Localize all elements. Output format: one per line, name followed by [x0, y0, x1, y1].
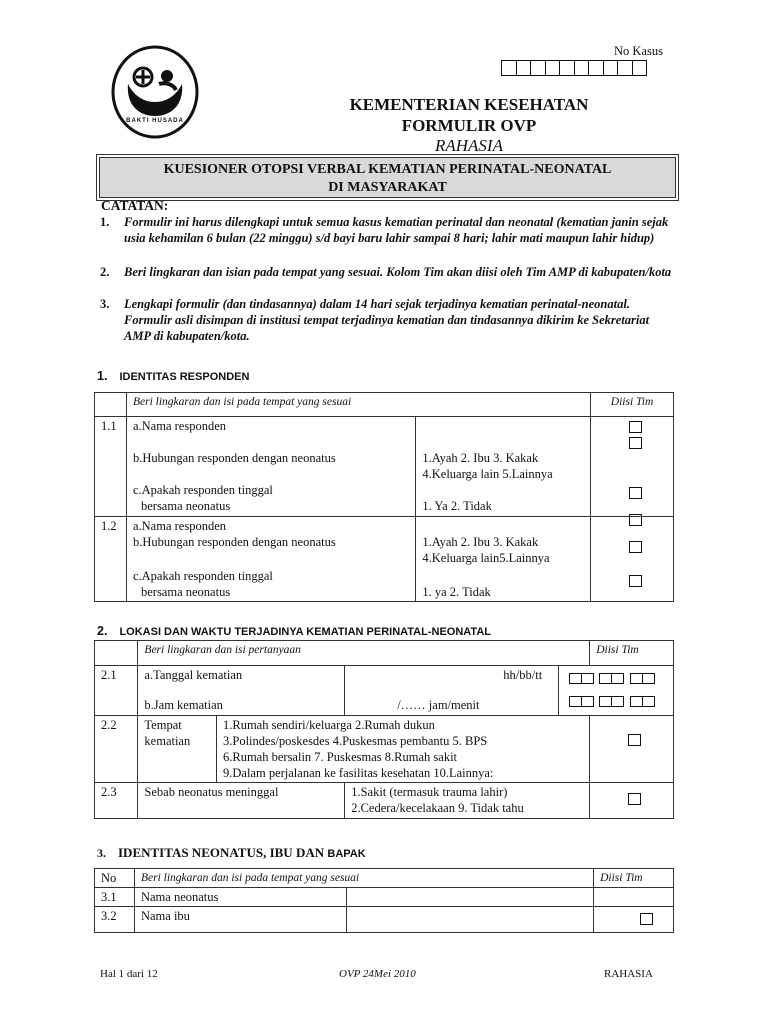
- question-b: b.Hubungan responden dengan neonatus: [132, 451, 336, 465]
- team-cell: [594, 888, 674, 907]
- row-number: 3.2: [95, 907, 135, 933]
- no-column-header: No: [95, 869, 135, 888]
- place-option[interactable]: 9.Dalam perjalanan ke fasilitas kesehatan 10.Lainnya:: [223, 766, 494, 780]
- neonate-identity-table: [94, 868, 674, 933]
- place-option[interactable]: 3.Polindes/poskesdes 4.Puskesmas pembantu 5. BPS: [223, 734, 488, 748]
- questionnaire-title-line2: DI MASYARAKAT: [328, 180, 447, 195]
- time-format[interactable]: /…… jam/menit: [397, 698, 480, 712]
- question-c: c.Apakah responden tinggal: [132, 569, 273, 583]
- answer-b-options[interactable]: 4.Keluarga lain5.Lainnya: [422, 551, 550, 565]
- question-place: Tempat: [144, 718, 182, 732]
- questionnaire-title-box: [96, 154, 679, 201]
- note-number: 3.: [100, 297, 110, 311]
- date-format: hh/bb/tt: [503, 668, 543, 682]
- footer-version: OVP 24Mei 2010: [339, 968, 416, 980]
- date-time-boxes: [559, 666, 674, 716]
- team-column-header: Diisi Tim: [590, 641, 674, 666]
- team-checkbox[interactable]: [628, 734, 641, 746]
- team-checkbox[interactable]: [640, 913, 653, 925]
- question-cause: Sebab neonatus meninggal: [138, 783, 345, 819]
- question-c-cont: bersama neonatus: [140, 585, 231, 599]
- row-number: 1.2: [95, 517, 127, 602]
- answer-cell: [416, 417, 591, 517]
- section-title: LOKASI DAN WAKTU TERJADINYA KEMATIAN PERINATAL-NEONATAL: [119, 626, 491, 638]
- row-number: 2.2: [95, 716, 138, 783]
- answer-cell: [345, 666, 559, 716]
- note-number: 2.: [100, 265, 110, 279]
- field-value[interactable]: [346, 888, 593, 907]
- note-text: Beri lingkaran dan isian pada tempat yang sesuai. Kolom Tim akan diisi oleh Tim AMP di kabupaten/kota: [124, 265, 672, 279]
- question-cell: [126, 517, 415, 602]
- row-number: 2.1: [95, 666, 138, 716]
- table-instruction: Beri lingkaran dan isi pertanyaan: [138, 641, 590, 666]
- answer-b-options[interactable]: 1.Ayah 2. Ibu 3. Kakak: [422, 535, 539, 549]
- team-checkbox-cell: [591, 417, 674, 517]
- team-checkbox-cell: [590, 716, 674, 783]
- team-column-header: Diisi Tim: [591, 393, 674, 417]
- team-checkbox[interactable]: [628, 793, 641, 805]
- section-title: IDENTITAS NEONATUS, IBU DAN: [118, 845, 325, 860]
- footer-classification: RAHASIA: [604, 968, 653, 980]
- answer-cell: [217, 716, 590, 783]
- team-checkbox[interactable]: [629, 421, 642, 433]
- team-checkbox-cell: [591, 517, 674, 602]
- cause-option[interactable]: 2.Cedera/kecelakaan 9. Tidak tahu: [351, 801, 524, 815]
- answer-b-options[interactable]: 1.Ayah 2. Ibu 3. Kakak: [422, 451, 539, 465]
- location-time-table: [94, 640, 674, 819]
- row-number: 2.3: [95, 783, 138, 819]
- question-cell: [138, 716, 217, 783]
- form-title: FORMULIR OVP: [401, 116, 537, 135]
- note-number: 1.: [100, 215, 110, 229]
- note-text: Formulir ini harus dilengkapi untuk semua kasus kematian perinatal dan neonatal (kematian janin sejak usia kehamilan 6 bulan (22 minggu) s/d bayi baru lahir sampai 8 hari; lahir mati maupun lahir hidup): [124, 215, 669, 245]
- row-number: 1.1: [95, 417, 127, 517]
- note-item: [100, 296, 678, 344]
- notes-heading: CATATAN:: [101, 198, 169, 213]
- date-box[interactable]: [599, 672, 623, 688]
- row-number: 3.1: [95, 888, 135, 907]
- section-number: 1.: [97, 369, 108, 383]
- field-label: Nama neonatus: [134, 888, 346, 907]
- note-text: Lengkapi formulir (dan tindasannya) dalam 14 hari sejak terjadinya kematian perinatal-neonatal. Formulir asli disimpan di institusi tempat terjadinya kematian dan tindasannya dikirim ke Sekretariat AMP di kabupaten/kota.: [124, 297, 650, 343]
- team-checkbox[interactable]: [629, 437, 642, 449]
- empty-cell: [95, 393, 127, 417]
- team-checkbox[interactable]: [629, 514, 642, 526]
- team-checkbox[interactable]: [629, 541, 642, 553]
- field-label: Nama ibu: [134, 907, 346, 933]
- time-box[interactable]: [630, 695, 654, 711]
- table-instruction: Beri lingkaran dan isi pada tempat yang sesuai: [134, 869, 593, 888]
- answer-c-options[interactable]: 1. ya 2. Tidak: [422, 585, 491, 599]
- table-instruction: Beri lingkaran dan isi pada tempat yang sesuai: [126, 393, 590, 417]
- time-box[interactable]: [599, 695, 623, 711]
- question-date: a.Tanggal kematian: [144, 668, 243, 682]
- place-option[interactable]: 1.Rumah sendiri/keluarga 2.Rumah dukun: [223, 718, 435, 732]
- field-value[interactable]: [346, 907, 593, 933]
- question-c-cont: bersama neonatus: [140, 499, 231, 513]
- date-box[interactable]: [569, 672, 593, 688]
- section-number: 2.: [97, 624, 108, 638]
- section-title-suffix: BAPAK: [327, 848, 366, 860]
- table-row: [95, 888, 674, 907]
- team-checkbox[interactable]: [629, 487, 642, 499]
- answer-cell: [345, 783, 590, 819]
- question-c: c.Apakah responden tinggal: [132, 483, 273, 497]
- note-item: [100, 214, 678, 246]
- respondent-table: [94, 392, 674, 602]
- team-column-header: Diisi Tim: [594, 869, 674, 888]
- question-cell: [126, 417, 415, 517]
- section-2-heading: [97, 624, 491, 638]
- section-1-heading: [97, 369, 249, 383]
- no-kasus-label: No Kasus: [614, 44, 663, 58]
- questionnaire-title-line1: KUESIONER OTOPSI VERBAL KEMATIAN PERINATAL-NEONATAL: [163, 162, 612, 177]
- table-row: [95, 783, 674, 819]
- empty-cell: [95, 641, 138, 666]
- footer-page: Hal 1 dari 12: [100, 968, 158, 980]
- logo-text: BAKTI HUSADA: [126, 118, 184, 124]
- section-3-heading: [97, 845, 366, 861]
- team-checkbox-cell: [590, 783, 674, 819]
- ministry-title: KEMENTERIAN KESEHATAN: [349, 95, 589, 114]
- answer-cell: [416, 517, 591, 602]
- date-box[interactable]: [630, 672, 654, 688]
- section-title: IDENTITAS RESPONDEN: [119, 371, 250, 383]
- table-row: [95, 907, 674, 933]
- table-row: [95, 666, 674, 716]
- place-option[interactable]: 6.Rumah bersalin 7. Puskesmas 8.Rumah sakit: [223, 750, 458, 764]
- time-box[interactable]: [569, 695, 593, 711]
- team-checkbox-cell: [594, 907, 674, 933]
- table-row: [95, 517, 674, 602]
- classification-title: RAHASIA: [435, 136, 503, 155]
- question-a: a.Nama responden: [132, 519, 227, 533]
- question-a: a.Nama responden: [132, 419, 227, 433]
- note-item: [100, 264, 678, 280]
- question-b: b.Hubungan responden dengan neonatus: [132, 535, 336, 549]
- question-cell: [138, 666, 345, 716]
- table-row: [95, 417, 674, 517]
- answer-c-options[interactable]: 1. Ya 2. Tidak: [422, 499, 492, 513]
- table-row: [95, 716, 674, 783]
- cause-option[interactable]: 1.Sakit (termasuk trauma lahir): [351, 785, 508, 799]
- question-time: b.Jam kematian: [144, 698, 223, 712]
- team-checkbox[interactable]: [629, 575, 642, 587]
- question-place-cont: kematian: [144, 734, 191, 748]
- section-number: 3.: [97, 846, 106, 860]
- answer-b-options[interactable]: 4.Keluarga lain 5.Lainnya: [422, 467, 553, 481]
- no-kasus-boxes[interactable]: [501, 60, 646, 76]
